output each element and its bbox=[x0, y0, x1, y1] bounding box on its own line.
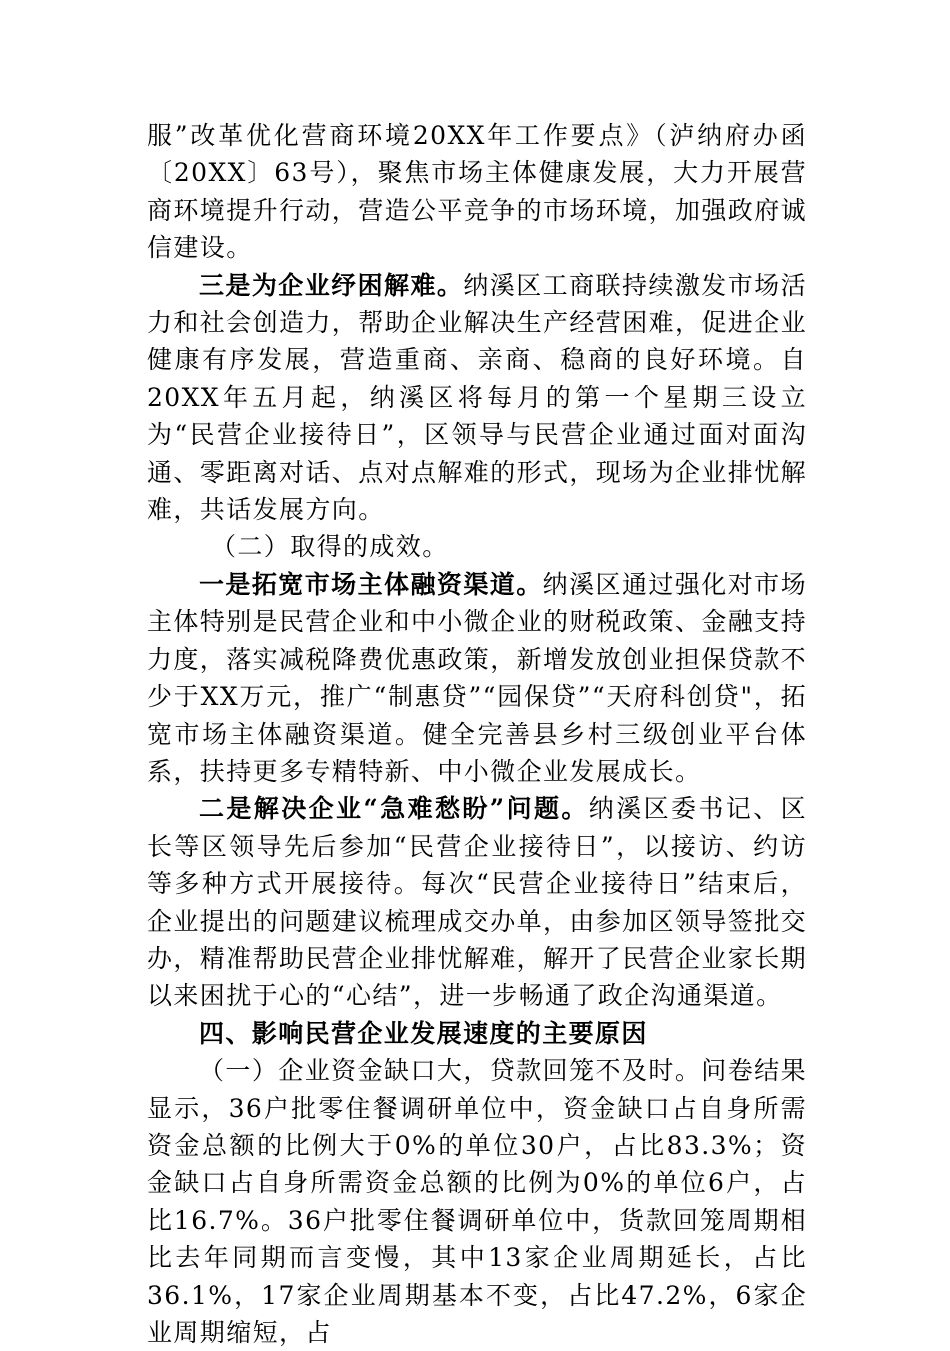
paragraph-reform-continuation bbox=[147, 117, 807, 267]
paragraph-text: 四、影响民营企业发展速度的主要原因 bbox=[199, 1018, 648, 1048]
paragraph-third-point bbox=[147, 267, 807, 529]
paragraph-financing bbox=[147, 566, 807, 790]
section-heading-main-reasons bbox=[147, 1015, 807, 1052]
paragraph-text: （一）企业资金缺口大，贷款回笼不及时。问卷结果显示，36户批零住餐调研单位中，资金缺口占自身所需资金总额的比例大于0%的单位30户，占比83.3%；资金缺口占自身所需资金总额的比例为0%的单位6户，占比16.7%。36户批零住餐调研单位中，货款回笼周期相比去年同期而言变慢，其中13家企业周期延长，占比36.1%，17家企业周期基本不变，占比47.2%，6家企业周期缩短，占 bbox=[147, 1056, 807, 1347]
paragraph-text: 纳溪区通过强化对市场主体特别是民营企业和中小微企业的财税政策、金融支持力度，落实减税降费优惠政策，新增发放创业担保贷款不少于XX万元，推广“制惠贷”“园保贷”“天府科创贷"，拓宽市场主体融资渠道。健全完善县乡村三级创业平台体系，扶持更多专精特新、中小微企业发展成长。 bbox=[147, 569, 808, 786]
paragraph-text: （二）取得的成效。 bbox=[211, 532, 449, 562]
paragraph-urgent-issues bbox=[147, 790, 807, 1014]
paragraph-text: 服”改革优化营商环境20XX年工作要点》（泸纳府办函〔20XX〕63号），聚焦市场主体健康发展，大力开展营商环境提升行动，营造公平竞争的市场环境，加强政府诚信建设。 bbox=[147, 121, 808, 263]
paragraph-funding-gap bbox=[147, 1052, 807, 1351]
document-body bbox=[147, 117, 807, 1351]
paragraph-text: 纳溪区委书记、区长等区领导先后参加“民营企业接待日”，以接访、约访等多种方式开展接待。每次“民营企业接待日”结束后，企业提出的问题建议梳理成交办单，由参加区领导签批交办，精准帮助民营企业排忧解难，解开了民营企业家长期以来困扰于心的“心结”，进一步畅通了政企沟通渠道。 bbox=[147, 794, 808, 1011]
paragraph-lead: 二是解决企业“急难愁盼”问题。 bbox=[199, 794, 589, 824]
paragraph-lead: 一是拓宽市场主体融资渠道。 bbox=[199, 569, 543, 599]
subheading-results bbox=[147, 528, 807, 565]
paragraph-text: 纳溪区工商联持续激发市场活力和社会创造力，帮助企业解决生产经营困难，促进企业健康有序发展，营造重商、亲商、稳商的良好环境。自20XX年五月起，纳溪区将每月的第一个星期三设立为“民营企业接待日”，区领导与民营企业通过面对面沟通、零距离对话、点对点解难的形式，现场为企业排忧解难，共话发展方向。 bbox=[147, 270, 808, 525]
paragraph-lead: 三是为企业纾困解难。 bbox=[199, 270, 464, 300]
